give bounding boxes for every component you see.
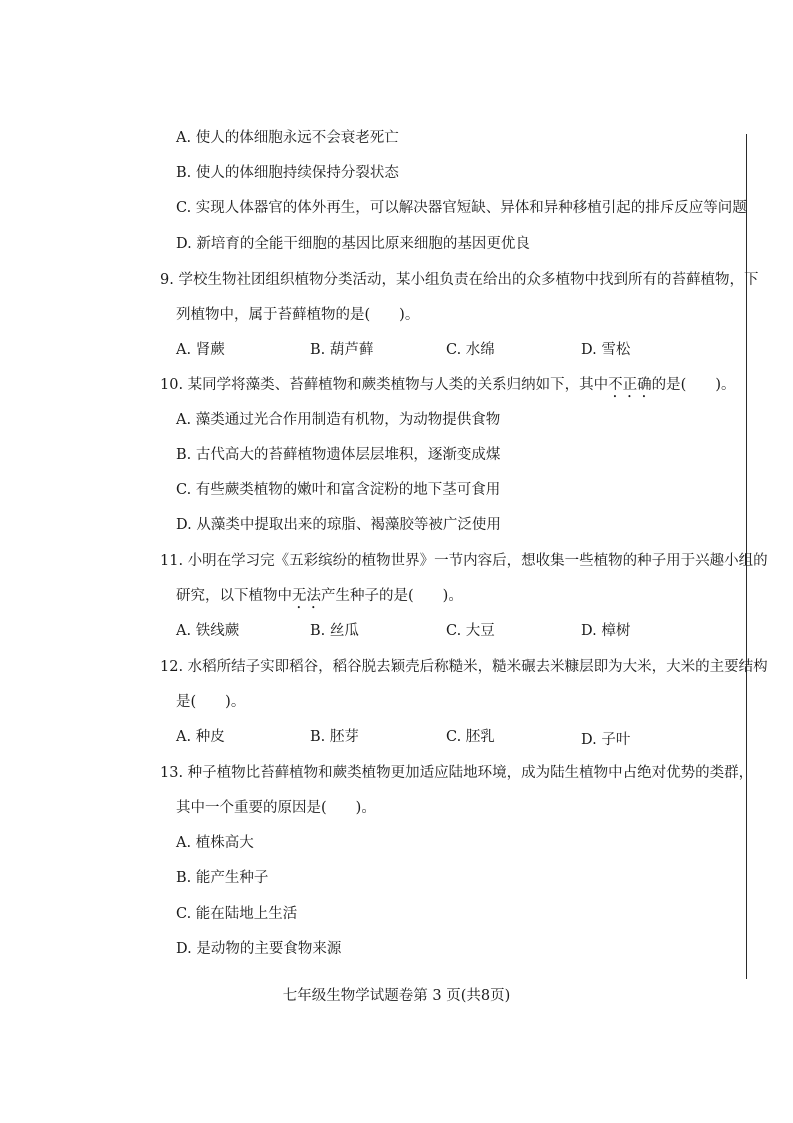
q9-option-a: A. 肾蕨 [176, 342, 225, 358]
q11-stem-post: 产生种子的是( )。 [321, 588, 463, 604]
q10-stem-emphasis: 不正确 [608, 377, 652, 393]
q11-stem-line2 [176, 586, 463, 612]
q13-stem-line1: 13. 种子植物比苔藓植物和蕨类植物更加适应陆地环境，成为陆生植物中占绝对优势的类群， [160, 765, 754, 781]
q9-stem-line2: 列植物中，属于苔藓植物的是( )。 [176, 307, 420, 323]
q8-option-a: A. 使人的体细胞永远不会衰老死亡 [176, 130, 399, 146]
q9-stem-line1: 9. 学校生物社团组织植物分类活动，某小组负责在给出的众多植物中找到所有的苔藓植物，下 [160, 272, 759, 288]
q9-option-c: C. 水绵 [446, 342, 495, 358]
q9-option-d: D. 雪松 [581, 342, 631, 358]
q11-option-a: A. 铁线蕨 [176, 623, 240, 639]
q9-options [176, 340, 656, 360]
q10-stem-post: 的是( )。 [651, 377, 736, 393]
q11-option-d: D. 樟树 [581, 623, 631, 639]
q10-option-b: B. 古代高大的苔藓植物遗体层层堆积，逐渐变成煤 [176, 447, 501, 463]
q12-option-b: B. 胚芽 [310, 729, 359, 745]
q12-stem-line2: 是( )。 [176, 694, 246, 710]
q13-stem-line2: 其中一个重要的原因是( )。 [176, 800, 376, 816]
q12-option-a: A. 种皮 [176, 729, 225, 745]
q11-option-c: C. 大豆 [446, 623, 495, 639]
q12-stem-line1: 12. 水稻所结子实即稻谷，稻谷脱去颖壳后称糙米，糙米碾去米糠层即为大米，大米的主要结构 [160, 659, 768, 675]
q10-stem-pre: 10. 某同学将藻类、苔藓植物和蕨类植物与人类的关系归纳如下，其中 [160, 377, 609, 393]
q10-option-d: D. 从藻类中提取出来的琼脂、褐藻胶等被广泛使用 [176, 517, 501, 533]
q10-option-a: A. 藻类通过光合作用制造有机物，为动物提供食物 [176, 412, 501, 428]
q13-option-d: D. 是动物的主要食物来源 [176, 941, 342, 957]
q11-options [176, 621, 656, 641]
q10-stem [160, 375, 736, 401]
q10-option-c: C. 有些蕨类植物的嫩叶和富含淀粉的地下茎可食用 [176, 482, 501, 498]
q11-stem-line1: 11. 小明在学习完《五彩缤纷的植物世界》一节内容后，想收集一些植物的种子用于兴趣小组的 [160, 553, 768, 569]
q11-stem-emphasis: 无法 [292, 588, 321, 604]
q13-option-c: C. 能在陆地上生活 [176, 906, 298, 922]
q13-option-b: B. 能产生种子 [176, 870, 269, 886]
q11-stem-pre: 研究，以下植物中 [176, 588, 292, 604]
q8-option-b: B. 使人的体细胞持续保持分裂状态 [176, 165, 399, 181]
q12-option-d: D. 子叶 [581, 732, 631, 748]
q11-option-b: B. 丝瓜 [310, 623, 359, 639]
page-footer: 七年级生物学试题卷第 3 页(共8页) [282, 988, 511, 1004]
q8-option-c: C. 实现人体器官的体外再生，可以解决器官短缺、异体和异种移植引起的排斥反应等问题 [176, 200, 747, 216]
q13-option-a: A. 植株高大 [176, 835, 254, 851]
q12-option-c: C. 胚乳 [446, 729, 495, 745]
q9-option-b: B. 葫芦藓 [310, 342, 374, 358]
q12-options [176, 727, 656, 747]
q8-option-d: D. 新培育的全能干细胞的基因比原来细胞的基因更优良 [176, 236, 530, 252]
